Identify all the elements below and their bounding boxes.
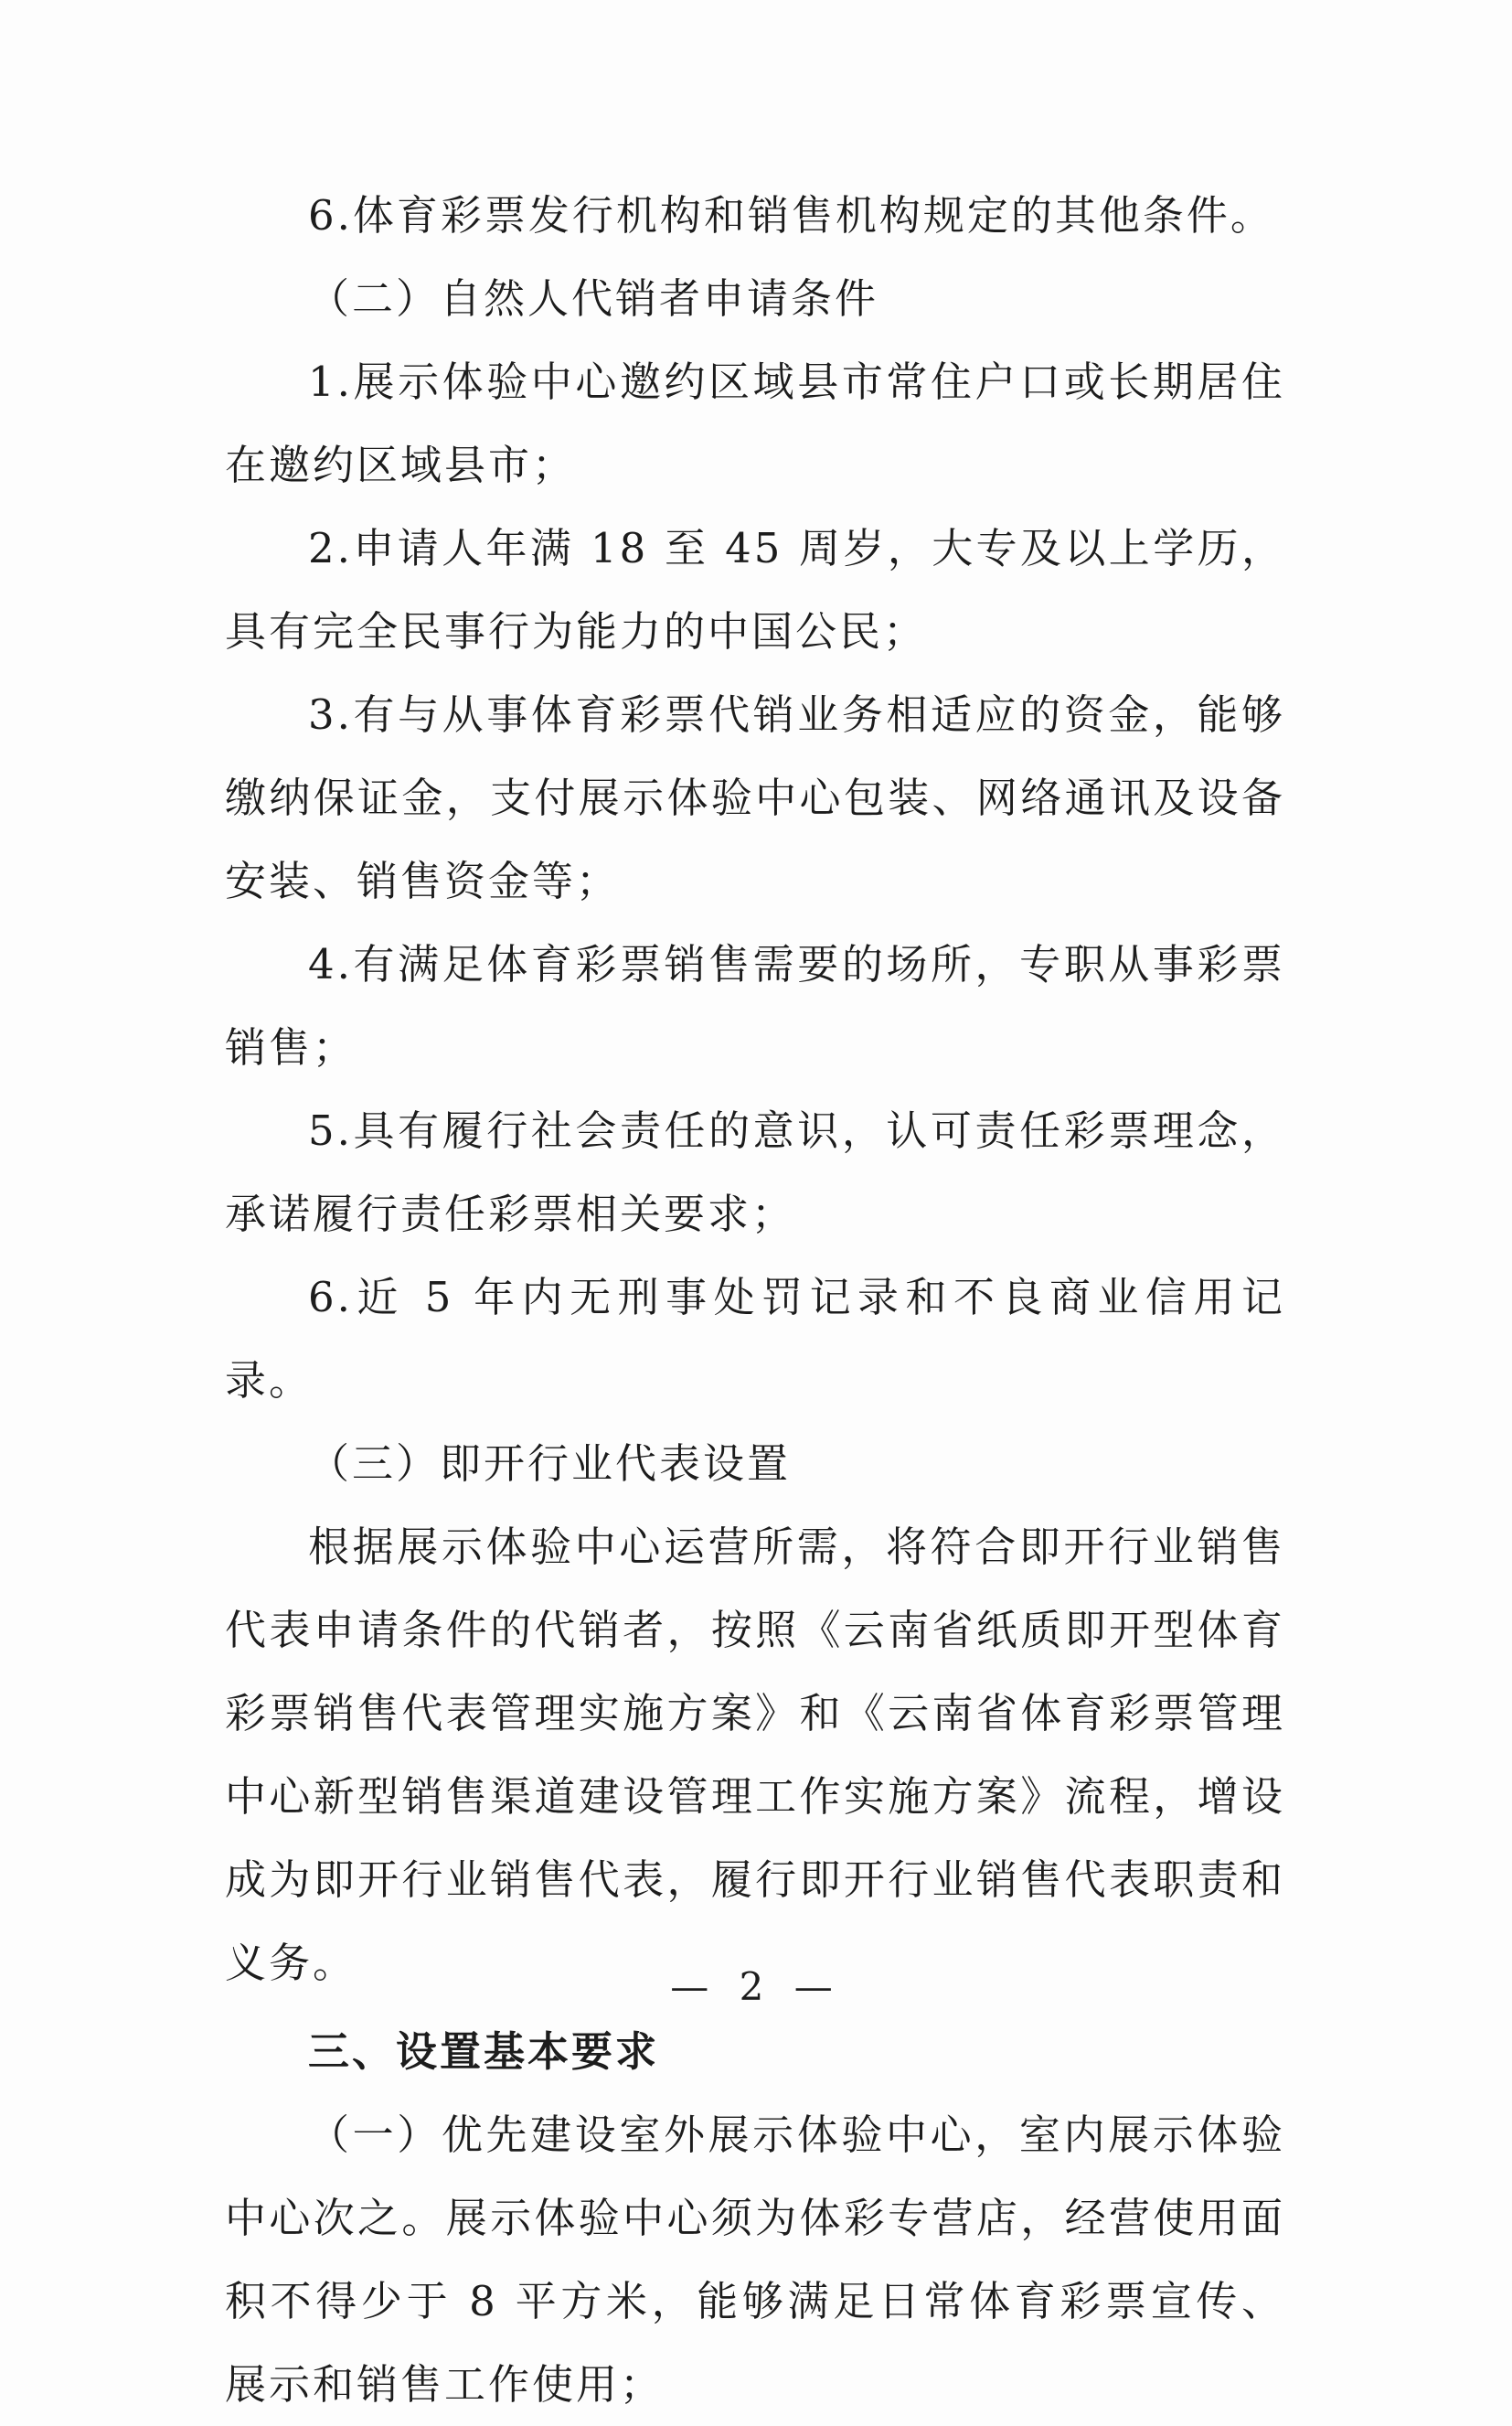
- paragraph-item-6: 6.近 5 年内无刑事处罚记录和不良商业信用记录。: [225, 1273, 1285, 1405]
- paragraph-requirement-1: （一）优先建设室外展示体验中心，室内展示体验中心次之。展示体验中心须为体彩专营店，经营使用面积不得少于 8 平方米，能够满足日常体育彩票宣传、展示和销售工作使用；: [225, 2111, 1285, 2409]
- paragraph-item-1: 1.展示体验中心邀约区域县市常住户口或长期居住在邀约区域县市；: [225, 358, 1285, 489]
- section-heading-basic-requirements: 三、设置基本要求: [308, 2027, 660, 2076]
- paragraph-item-2: 2.申请人年满 18 至 45 周岁，大专及以上学历，具有完全民事行为能力的中国公民；: [225, 524, 1285, 656]
- paragraph-item-4: 4.有满足体育彩票销售需要的场所，专职从事彩票销售；: [225, 940, 1285, 1072]
- paragraph-item-3: 3.有与从事体育彩票代销业务相适应的资金，能够缴纳保证金，支付展示体验中心包装、网络通讯及设备安装、销售资金等；: [225, 690, 1285, 905]
- document-body: [225, 174, 1285, 2426]
- paragraph-item-5: 5.具有履行社会责任的意识，认可责任彩票理念，承诺履行责任彩票相关要求；: [225, 1106, 1285, 1238]
- page-number: — 2 —: [670, 1964, 842, 2009]
- subheading-natural-person-conditions: （二）自然人代销者申请条件: [308, 274, 879, 323]
- paragraph-representative-setup: 根据展示体验中心运营所需，将符合即开行业销售代表申请条件的代销者，按照《云南省纸质即开型体育彩票销售代表管理实施方案》和《云南省体育彩票管理中心新型销售渠道建设管理工作实施方案》流程，增设成为即开行业销售代表，履行即开行业销售代表职责和义务。: [225, 1523, 1285, 1987]
- subheading-instant-representative: （三）即开行业代表设置: [308, 1439, 792, 1488]
- paragraph-condition-6: 6.体育彩票发行机构和销售机构规定的其他条件。: [308, 191, 1274, 240]
